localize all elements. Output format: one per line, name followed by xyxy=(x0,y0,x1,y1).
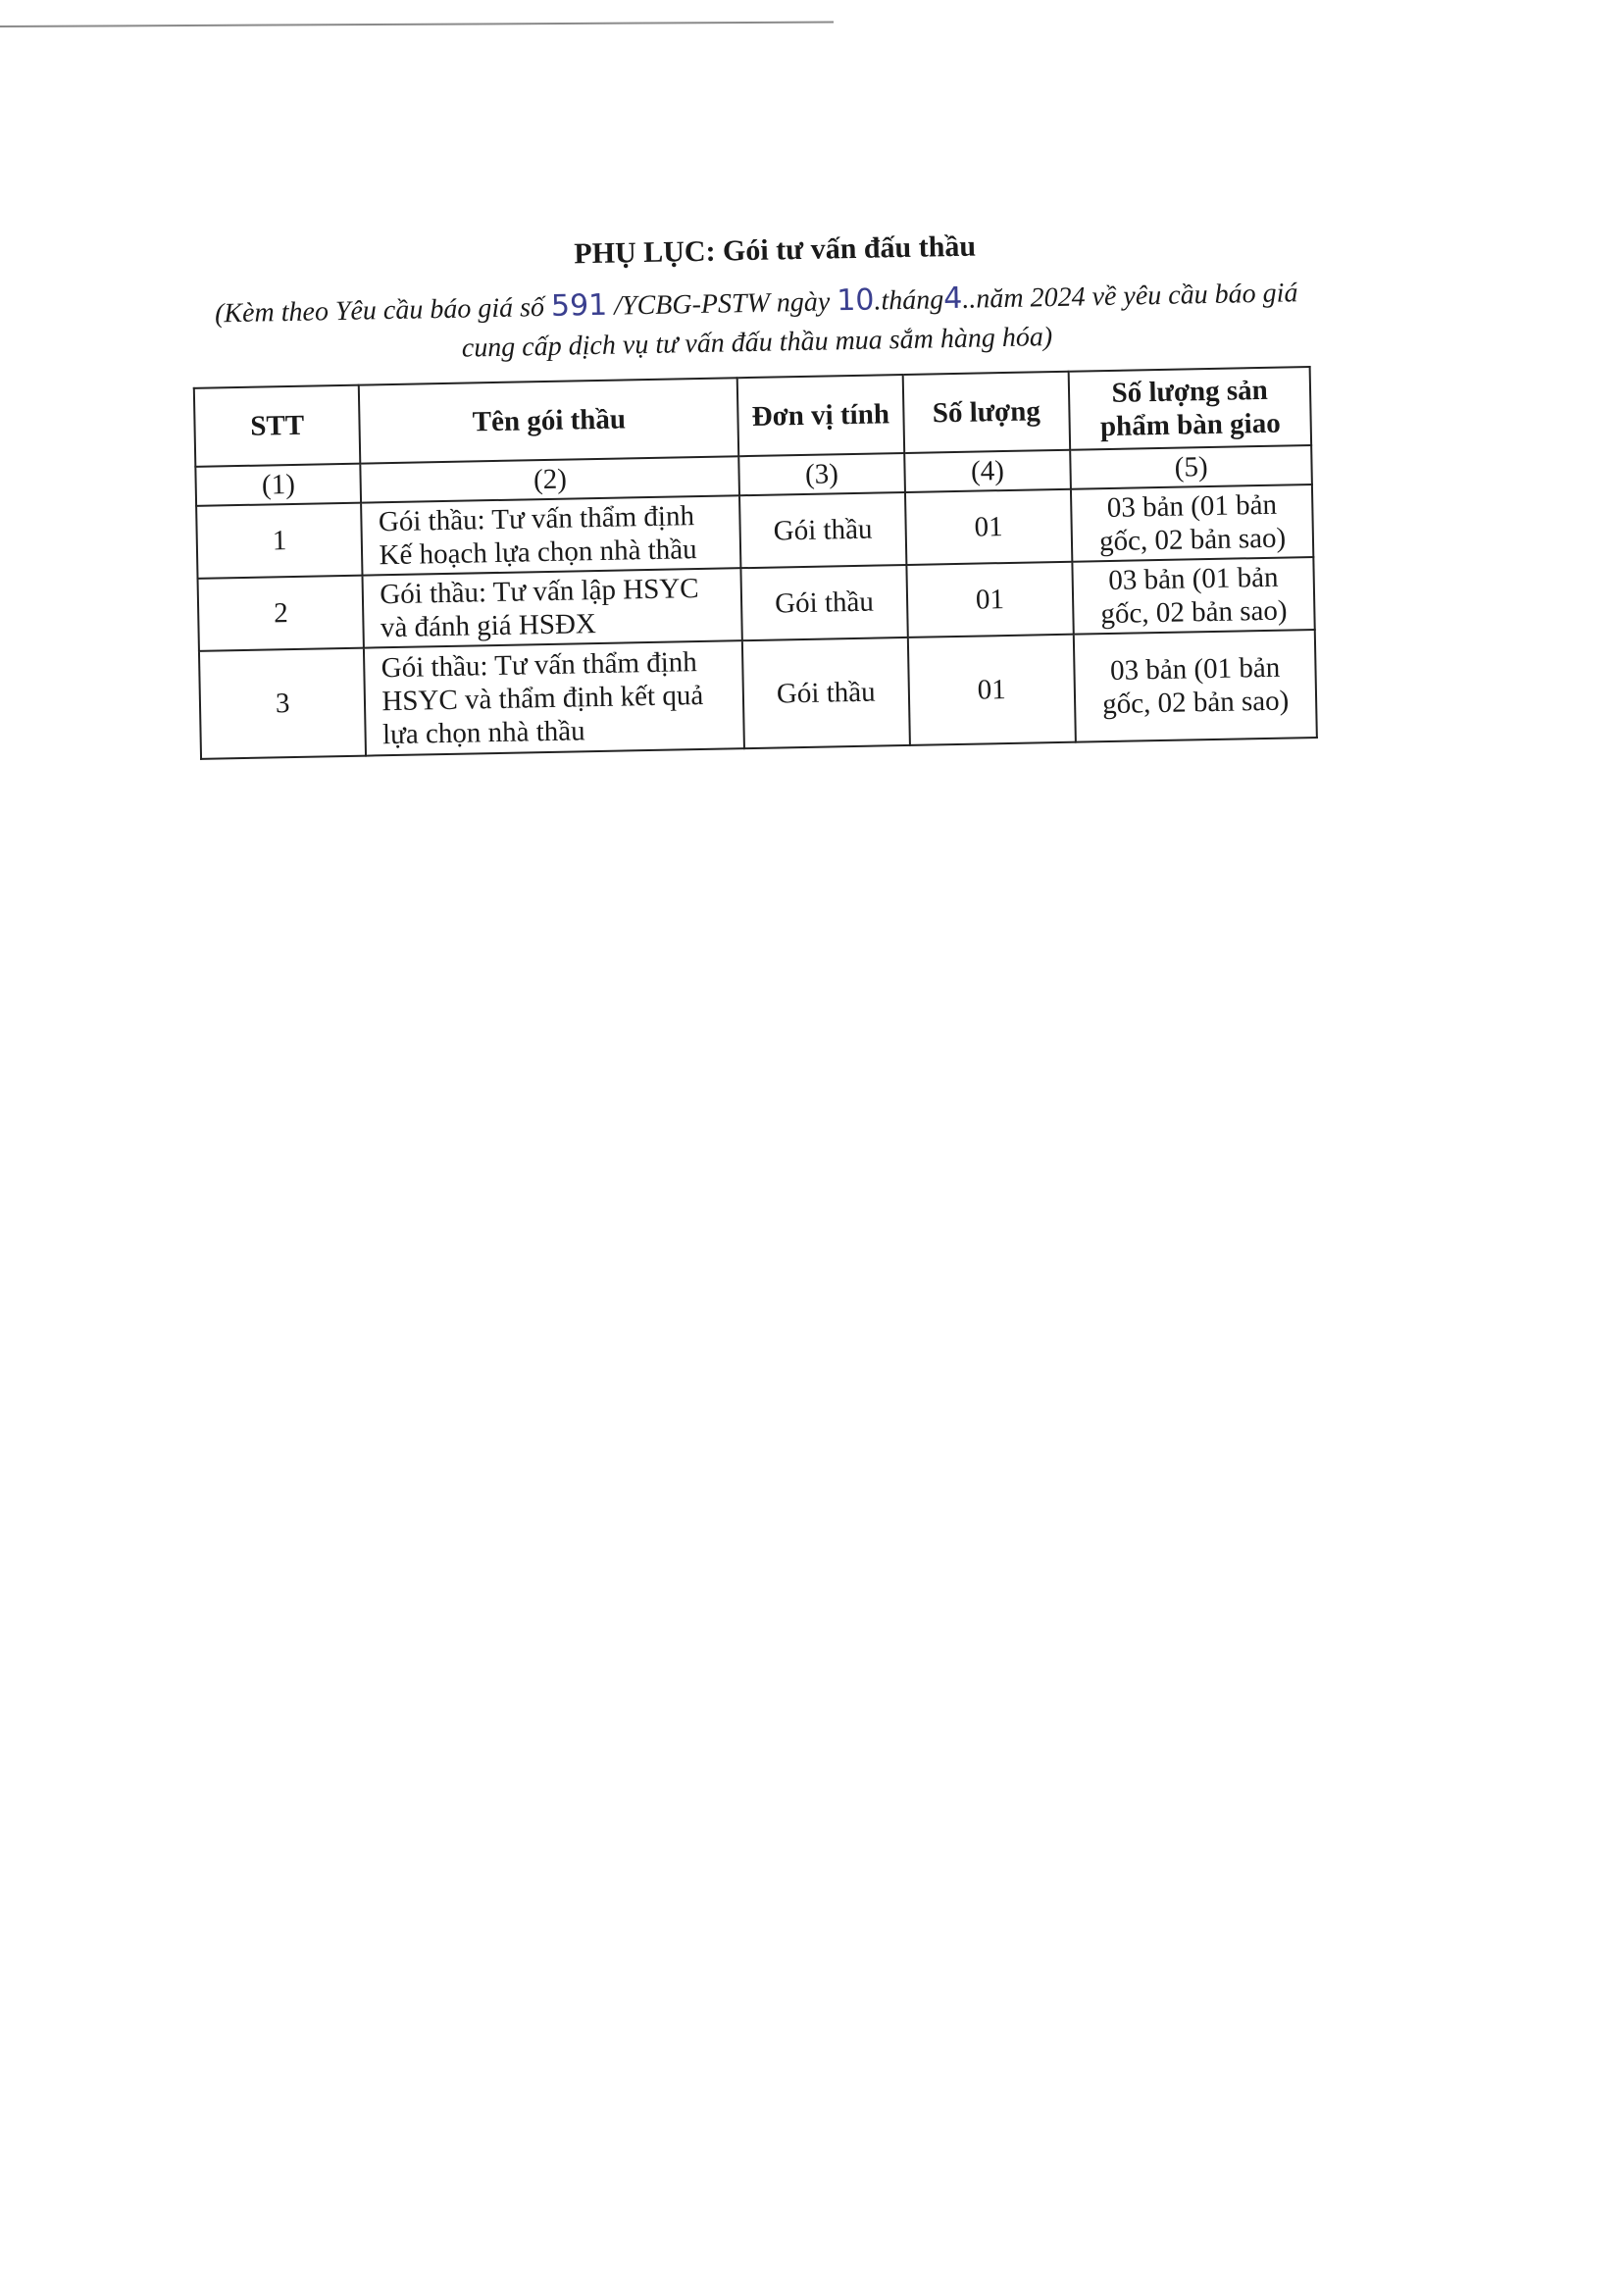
header-deliverables: Số lượng sản phẩm bàn giao xyxy=(1069,367,1311,450)
scan-edge-line xyxy=(0,22,834,27)
header-package-name: Tên gói thầu xyxy=(359,378,738,463)
cell-unit: Gói thầu xyxy=(742,637,909,748)
index-cell: (1) xyxy=(195,464,361,506)
cell-unit: Gói thầu xyxy=(741,565,908,640)
cell-quantity: 01 xyxy=(907,635,1076,745)
cell-deliverables: 03 bản (01 bản gốc, 02 bản sao) xyxy=(1071,484,1313,562)
index-cell: (4) xyxy=(904,450,1071,492)
cell-deliverables: 03 bản (01 bản gốc, 02 bản sao) xyxy=(1073,557,1315,635)
cell-package-name: Gói thầu: Tư vấn thẩm định Kế hoạch lựa chọn nhà thầu xyxy=(362,495,741,575)
cell-unit: Gói thầu xyxy=(739,492,906,568)
index-cell: (3) xyxy=(738,453,904,495)
table-row xyxy=(199,630,1317,759)
index-cell: (5) xyxy=(1070,445,1311,489)
cell-package-name: Gói thầu: Tư vấn thẩm định HSYC và thẩm định kết quả lựa chọn nhà thầu xyxy=(364,640,744,755)
cell-stt: 1 xyxy=(196,503,363,579)
header-stt: STT xyxy=(194,385,361,467)
handwritten-number: 591 xyxy=(550,287,608,324)
bid-package-table xyxy=(193,366,1318,760)
cell-deliverables: 03 bản (01 bản gốc, 02 bản sao) xyxy=(1074,630,1317,742)
handwritten-month: 4 xyxy=(942,280,963,317)
subtitle-after-month: ..năm 2024 về yêu cầu báo giá xyxy=(962,278,1298,315)
cell-stt: 3 xyxy=(199,648,367,759)
cell-stt: 2 xyxy=(198,576,365,651)
document-title: PHỤ LỤC: Gói tư vấn đấu thầu xyxy=(574,229,977,271)
cell-quantity: 01 xyxy=(905,489,1073,565)
header-quantity: Số lượng xyxy=(902,372,1070,453)
subtitle-prefix: (Kèm theo Yêu cầu báo giá số xyxy=(214,291,552,330)
subtitle-after-number: /YCBG-PSTW ngày xyxy=(606,286,837,322)
index-cell: (2) xyxy=(361,456,739,502)
header-unit: Đơn vị tính xyxy=(737,375,904,456)
document-page xyxy=(186,224,1334,760)
cell-package-name: Gói thầu: Tư vấn lập HSYC và đánh giá HSĐX xyxy=(363,568,742,647)
subtitle-after-day: .tháng xyxy=(874,284,944,317)
cell-quantity: 01 xyxy=(906,562,1074,637)
document-subtitle xyxy=(187,273,1326,374)
handwritten-day: 10 xyxy=(836,282,875,319)
subtitle-line-2: cung cấp dịch vụ tư vấn đấu thầu mua sắm hàng hóa) xyxy=(461,322,1053,364)
